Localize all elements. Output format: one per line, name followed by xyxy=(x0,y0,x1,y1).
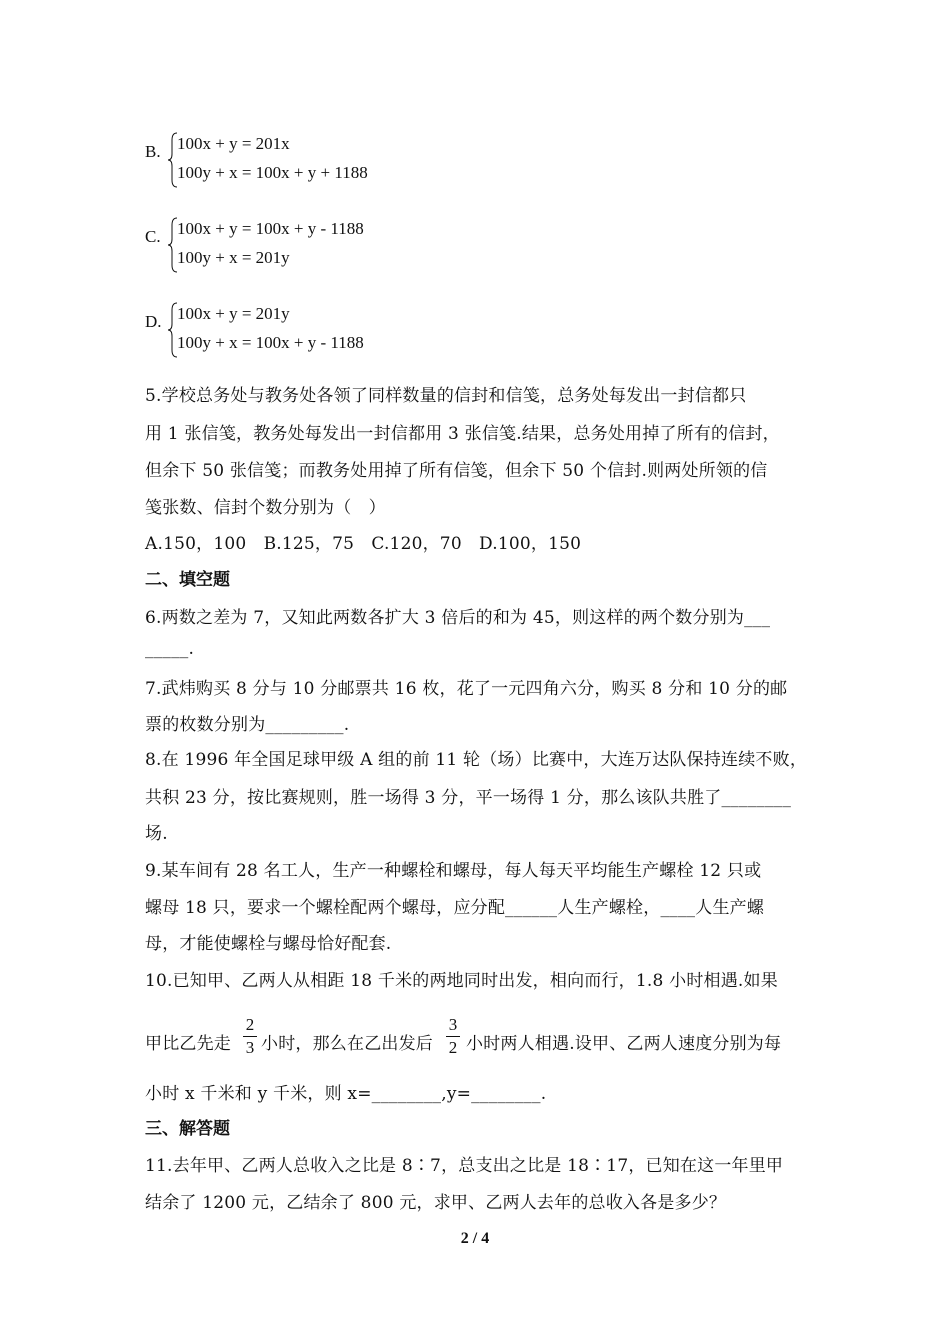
q10-line: 小时 x 千米和 y 千米，则 x=________,y=________. xyxy=(145,1084,547,1104)
equation-2: 100y + x = 201y xyxy=(177,248,290,267)
section-heading-fill-blank: 二、填空题 xyxy=(145,570,230,590)
q5-line: 用 1 张信笺，教务处每发出一封信都用 3 张信笺.结果，总务处用掉了所有的信封， xyxy=(145,424,780,444)
q10-seg: 小时，那么在乙出发后 xyxy=(261,1034,433,1054)
q9-line: 9.某车间有 28 名工人，生产一种螺栓和螺母，每人每天平均能生产螺栓 12 只或 xyxy=(145,861,762,881)
q11-line: 结余了 1200 元，乙结余了 800 元，求甲、乙两人去年的总收入各是多少？ xyxy=(145,1193,727,1213)
q6-line: 6.两数之差为 7，又知此两数各扩大 3 倍后的和为 45，则这样的两个数分别为___ xyxy=(145,608,771,628)
q5-line: 笺张数、信封个数分别为（ ） xyxy=(145,498,386,518)
fraction-denominator: 3 xyxy=(245,1038,255,1057)
equation-2: 100y + x = 100x + y + 1188 xyxy=(177,163,368,182)
fraction-three-halves xyxy=(446,1015,460,1058)
q5-choices: A.150，100 B.125，75 C.120，70 D.100，150 xyxy=(145,534,582,554)
equation-1: 100x + y = 201y xyxy=(177,304,290,323)
q6-line: _____. xyxy=(145,639,195,659)
section-heading-solve: 三、解答题 xyxy=(145,1119,230,1139)
option-label: C. xyxy=(145,227,161,246)
q8-line: 8.在 1996 年全国足球甲级 A 组的前 11 轮（场）比赛中，大连万达队保持连续不败， xyxy=(145,750,808,770)
q10-line: 10.已知甲、乙两人从相距 18 千米的两地同时出发，相向而行，1.8 小时相遇.如果 xyxy=(145,971,778,991)
q10-seg: 甲比乙先走 xyxy=(145,1034,231,1054)
q8-line: 共积 23 分，按比赛规则，胜一场得 3 分，平一场得 1 分，那么该队共胜了________ xyxy=(145,788,792,808)
fraction-two-thirds xyxy=(243,1015,257,1058)
fraction-numerator: 3 xyxy=(448,1015,458,1034)
equation-1: 100x + y = 100x + y - 1188 xyxy=(177,219,364,238)
q7-line: 票的枚数分别为_________. xyxy=(145,715,350,735)
fraction-denominator: 2 xyxy=(448,1038,458,1057)
q9-line: 螺母 18 只，要求一个螺栓配两个螺母，应分配______人生产螺栓，____人生产螺 xyxy=(145,898,765,918)
q11-line: 11.去年甲、乙两人总收入之比是 8∶7，总支出之比是 18∶17，已知在这一年里甲 xyxy=(145,1156,784,1176)
equation-2: 100y + x = 100x + y - 1188 xyxy=(177,333,364,352)
equation-1: 100x + y = 201x xyxy=(177,134,290,153)
option-label: B. xyxy=(145,142,161,161)
q9-line: 母，才能使螺栓与螺母恰好配套. xyxy=(145,934,392,954)
q10-seg: 小时两人相遇.设甲、乙两人速度分别为每 xyxy=(466,1034,782,1054)
q8-line: 场. xyxy=(145,824,168,844)
page-number: 2 / 4 xyxy=(460,1230,490,1247)
q5-line: 但余下 50 张信笺；而教务处用掉了所有信笺，但余下 50 个信封.则两处所领的信 xyxy=(145,461,768,481)
q7-line: 7.武炜购买 8 分与 10 分邮票共 16 枚，花了一元四角六分，购买 8 分和 10 分的邮 xyxy=(145,679,788,699)
q5-line: 5.学校总务处与教务处各领了同样数量的信封和信笺，总务处每发出一封信都只 xyxy=(145,386,747,406)
fraction-numerator: 2 xyxy=(245,1015,255,1034)
option-label: D. xyxy=(145,312,162,331)
